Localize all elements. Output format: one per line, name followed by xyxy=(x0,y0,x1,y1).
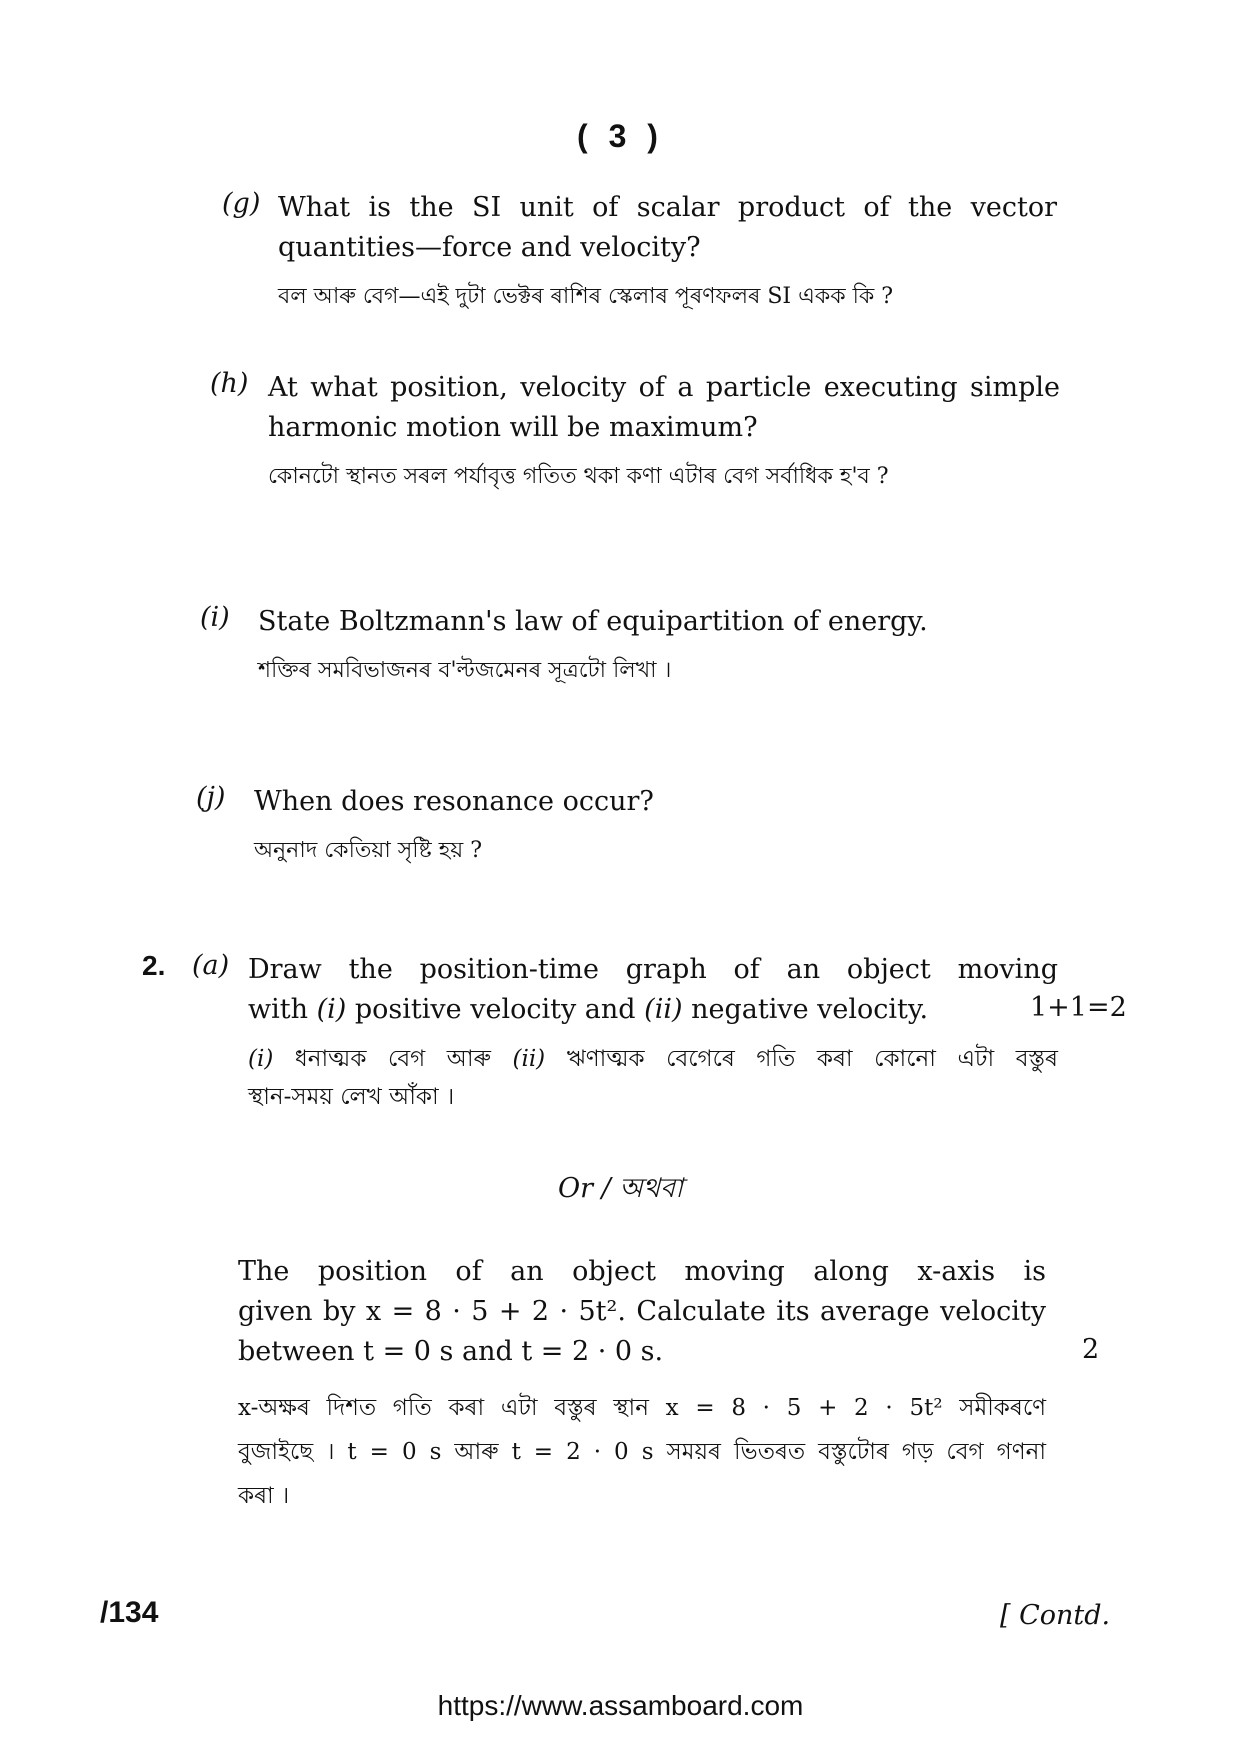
question-text: harmonic motion will be maximum? xyxy=(268,412,758,443)
question-text: negative velocity. xyxy=(691,994,929,1025)
question-text: quantities—force and velocity? xyxy=(278,232,701,263)
question-2a-alternative xyxy=(238,1252,1098,1518)
question-text: with xyxy=(248,994,308,1025)
assamese-text: ধনাত্মক বেগ আৰু xyxy=(294,1046,491,1072)
question-text: The position of an object moving along x-axis is xyxy=(238,1256,1046,1287)
question-text-assamese: কৰা । xyxy=(238,1483,290,1509)
question-label: (i) xyxy=(200,602,230,633)
question-text-assamese: শক্তিৰ সমবিভাজনৰ ব'ল্টজমেনৰ সূত্ৰটো লিখা । xyxy=(258,658,672,683)
question-h xyxy=(210,368,1060,496)
question-label: (j) xyxy=(196,782,226,813)
roman-i-label: (i) xyxy=(316,994,347,1025)
question-label: (h) xyxy=(210,368,249,399)
paper-code: /134 xyxy=(100,1596,159,1629)
question-text-assamese: বুজাইছে । t = 0 s আৰু t = 2 · 0 s সময়ৰ ভিতৰত বস্তুটোৰ গড় বেগ গণনা xyxy=(238,1439,1046,1465)
question-i xyxy=(200,602,1050,690)
question-2a xyxy=(142,950,1127,1116)
question-text: When does resonance occur? xyxy=(254,786,654,817)
question-j xyxy=(196,782,1046,870)
question-g xyxy=(222,188,1057,316)
question-text-assamese xyxy=(248,1040,1058,1078)
question-text: Draw the position-time graph of an object moving xyxy=(248,954,1058,985)
question-text: State Boltzmann's law of equipartition of energy. xyxy=(258,606,928,637)
or-separator: Or / অথবা xyxy=(557,1173,684,1204)
question-text-assamese: কোনটো স্থানত সৰল পৰ্যাবৃত্ত গতিত থকা কণা এটাৰ বেগ সৰ্বাধিক হ'ব ? xyxy=(268,464,889,489)
roman-i-label: (i) xyxy=(248,1046,274,1072)
question-text-assamese: অনুনাদ কেতিয়া সৃষ্টি হয় ? xyxy=(254,838,483,863)
page-number: ( 3 ) xyxy=(577,118,664,154)
question-text-assamese: স্থান-সময় লেখ আঁকা । xyxy=(248,1084,455,1110)
marks: 1+1=2 xyxy=(1030,992,1127,1023)
roman-ii-label: (ii) xyxy=(512,1046,546,1072)
question-text: between t = 0 s and t = 2 · 0 s. xyxy=(238,1336,664,1367)
question-text-line xyxy=(248,990,1058,1030)
roman-ii-label: (ii) xyxy=(644,994,683,1025)
question-text: positive velocity and xyxy=(354,994,636,1025)
question-text: given by x = 8 · 5 + 2 · 5t². Calculate its average velocity xyxy=(238,1296,1046,1327)
question-text: What is the SI unit of scalar product of the vector xyxy=(278,192,1057,223)
question-text-assamese: বল আৰু বেগ—এই দুটা ভেক্টৰ ৰাশিৰ স্কেলাৰ পূৰণফলৰ SI একক কি ? xyxy=(278,284,894,309)
question-number: 2. xyxy=(142,950,166,981)
question-label: (a) xyxy=(192,950,230,981)
question-label: (g) xyxy=(222,188,261,219)
question-text: At what position, velocity of a particle executing simple xyxy=(268,372,1060,403)
assamese-text: ঋণাত্মক বেগেৰে গতি কৰা কোনো এটা বস্তুৰ xyxy=(566,1046,1058,1072)
source-url: https://www.assamboard.com xyxy=(437,1690,804,1721)
marks: 2 xyxy=(1082,1334,1100,1365)
question-text-assamese: x-অক্ষৰ দিশত গতি কৰা এটা বস্তুৰ স্থান x = 8 · 5 + 2 · 5t² সমীকৰণে xyxy=(238,1395,1046,1421)
continued-label: [ Contd. xyxy=(1000,1600,1111,1631)
